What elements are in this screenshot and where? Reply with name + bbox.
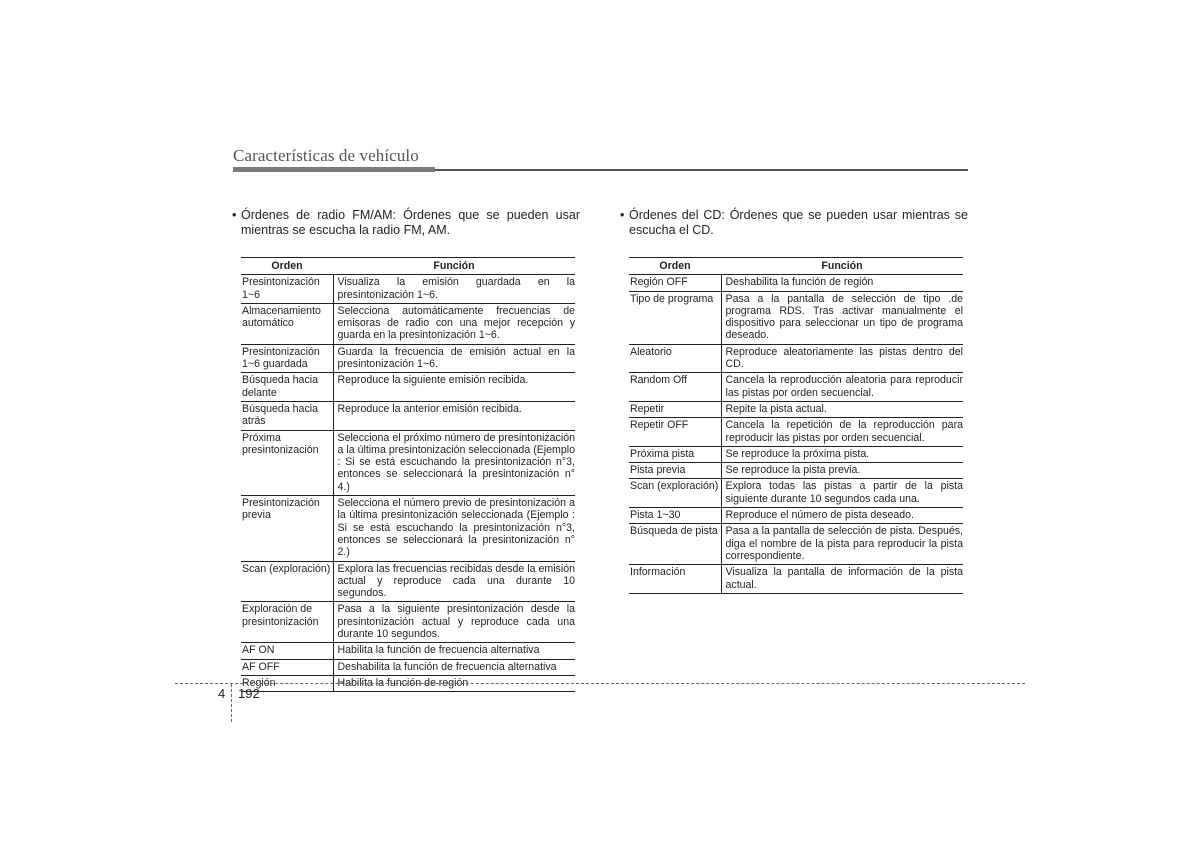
order-cell: Región OFF [629, 275, 721, 291]
function-cell: Deshabilita la función de región [721, 275, 963, 291]
table-row [241, 430, 575, 495]
function-cell: Habilita la función de frecuencia alternativa [333, 643, 575, 659]
footer-dashed-divider [231, 684, 232, 722]
table-row [629, 463, 963, 479]
column-header-order: Orden [241, 258, 333, 275]
table-row [241, 275, 575, 304]
function-cell: Reproduce el número de pista deseado. [721, 508, 963, 524]
order-cell: AF OFF [241, 659, 333, 675]
order-cell: Repetir OFF [629, 418, 721, 447]
function-cell: Se reproduce la próxima pista. [721, 446, 963, 462]
bullet: • [232, 208, 237, 222]
function-cell: Selecciona el número previo de presintonización a la última presintonización seleccionada (Ejemplo : Si se está escuchando la presintonización n°3, entonces se seleccionará la presintonización n° 2.) [333, 496, 575, 561]
table-row [629, 446, 963, 462]
function-cell: Reproduce aleatoriamente las pistas dentro del CD. [721, 344, 963, 373]
radio-intro-text: Órdenes de radio FM/AM: Órdenes que se pueden usar mientras se escucha la radio FM, AM. [241, 208, 580, 237]
cd-commands-table [629, 257, 963, 594]
table-row [629, 524, 963, 565]
table-row [629, 373, 963, 402]
cd-commands-intro [620, 208, 968, 238]
function-cell: Selecciona el próximo número de presintonización a la última presintonización seleccionada (Ejemplo : Si se está escuchando la presintonización n°3, entonces se seleccionará la presintonización n° 4.) [333, 430, 575, 495]
table-row [241, 602, 575, 643]
order-cell: Repetir [629, 401, 721, 417]
column-header-function: Función [721, 258, 963, 275]
function-cell: Cancela la repetición de la reproducción para reproducir las pistas por orden secuencial. [721, 418, 963, 447]
function-cell: Pasa a la pantalla de selección de pista. Después, diga el nombre de la pista para reproducir la pista correspondiente. [721, 524, 963, 565]
function-cell: Deshabilita la función de frecuencia alternativa [333, 659, 575, 675]
table-row [241, 496, 575, 561]
table-row [241, 344, 575, 373]
column-header-order: Orden [629, 258, 721, 275]
function-cell: Visualiza la emisión guardada en la presintonización 1~6. [333, 275, 575, 304]
order-cell: Búsqueda hacia atrás [241, 401, 333, 430]
table-row [629, 401, 963, 417]
function-cell: Repite la pista actual. [721, 401, 963, 417]
function-cell: Selecciona automáticamente frecuencias de emisoras de radio con una mejor recepción y guarda en la presintonización 1~6. [333, 303, 575, 344]
function-cell: Visualiza la pantalla de información de la pista actual. [721, 565, 963, 594]
table-row [629, 479, 963, 508]
function-cell: Guarda la frecuencia de emisión actual en la presintonización 1~6. [333, 344, 575, 373]
order-cell: Próxima pista [629, 446, 721, 462]
function-cell: Reproduce la siguiente emisión recibida. [333, 373, 575, 402]
order-cell: Búsqueda de pista [629, 524, 721, 565]
order-cell: Región [241, 675, 333, 691]
column-header-function: Función [333, 258, 575, 275]
order-cell: Búsqueda hacia delante [241, 373, 333, 402]
order-cell: Scan (exploración) [241, 561, 333, 602]
order-cell: Exploración de presintonización [241, 602, 333, 643]
table-row [629, 565, 963, 594]
function-cell: Cancela la reproducción aleatoria para reproducir las pistas por orden secuencial. [721, 373, 963, 402]
table-row [629, 275, 963, 291]
footer-dashed-rule [175, 683, 1025, 684]
order-cell: Presintonización previa [241, 496, 333, 561]
page-number: 192 [238, 686, 260, 701]
table-row [241, 643, 575, 659]
function-cell: Habilita la función de región [333, 675, 575, 691]
table-row [629, 291, 963, 344]
header-rule-thick [233, 167, 435, 172]
order-cell: Pista previa [629, 463, 721, 479]
table-row [241, 659, 575, 675]
order-cell: Pista 1~30 [629, 508, 721, 524]
function-cell: Se reproduce la pista previa. [721, 463, 963, 479]
order-cell: Aleatorio [629, 344, 721, 373]
order-cell: Información [629, 565, 721, 594]
order-cell: Almacenamiento automático [241, 303, 333, 344]
radio-commands-table [241, 257, 575, 692]
function-cell: Pasa a la pantalla de selección de tipo .de programa RDS. Tras activar manualmente el dispositivo para seleccionar un tipo de programa deseado. [721, 291, 963, 344]
function-cell: Explora todas las pistas a partir de la pista siguiente durante 10 segundos cada una. [721, 479, 963, 508]
table-row [629, 508, 963, 524]
table-row [629, 344, 963, 373]
order-cell: Random Off [629, 373, 721, 402]
order-cell: Próxima presintonización [241, 430, 333, 495]
function-cell: Pasa a la siguiente presintonización desde la presintonización actual y reproduce cada una durante 10 segundos. [333, 602, 575, 643]
cd-intro-text: Órdenes del CD: Órdenes que se pueden usar mientras se escucha el CD. [629, 208, 968, 237]
table-row [241, 561, 575, 602]
table-row [629, 418, 963, 447]
order-cell: Presintonización 1~6 guardada [241, 344, 333, 373]
page-title: Características de vehículo [233, 146, 419, 165]
table-row [241, 373, 575, 402]
table-row [241, 401, 575, 430]
order-cell: Scan (exploración) [629, 479, 721, 508]
order-cell: Presintonización 1~6 [241, 275, 333, 304]
bullet: • [620, 208, 625, 222]
function-cell: Reproduce la anterior emisión recibida. [333, 401, 575, 430]
order-cell: Tipo de programa [629, 291, 721, 344]
table-row [241, 303, 575, 344]
order-cell: AF ON [241, 643, 333, 659]
table-header-row [629, 258, 963, 275]
table-header-row [241, 258, 575, 275]
function-cell: Explora las frecuencias recibidas desde la emisión actual y reproduce cada una durante 10 segundos. [333, 561, 575, 602]
header-rule-thin [435, 169, 968, 171]
radio-commands-intro [232, 208, 580, 238]
section-number: 4 [218, 686, 226, 701]
